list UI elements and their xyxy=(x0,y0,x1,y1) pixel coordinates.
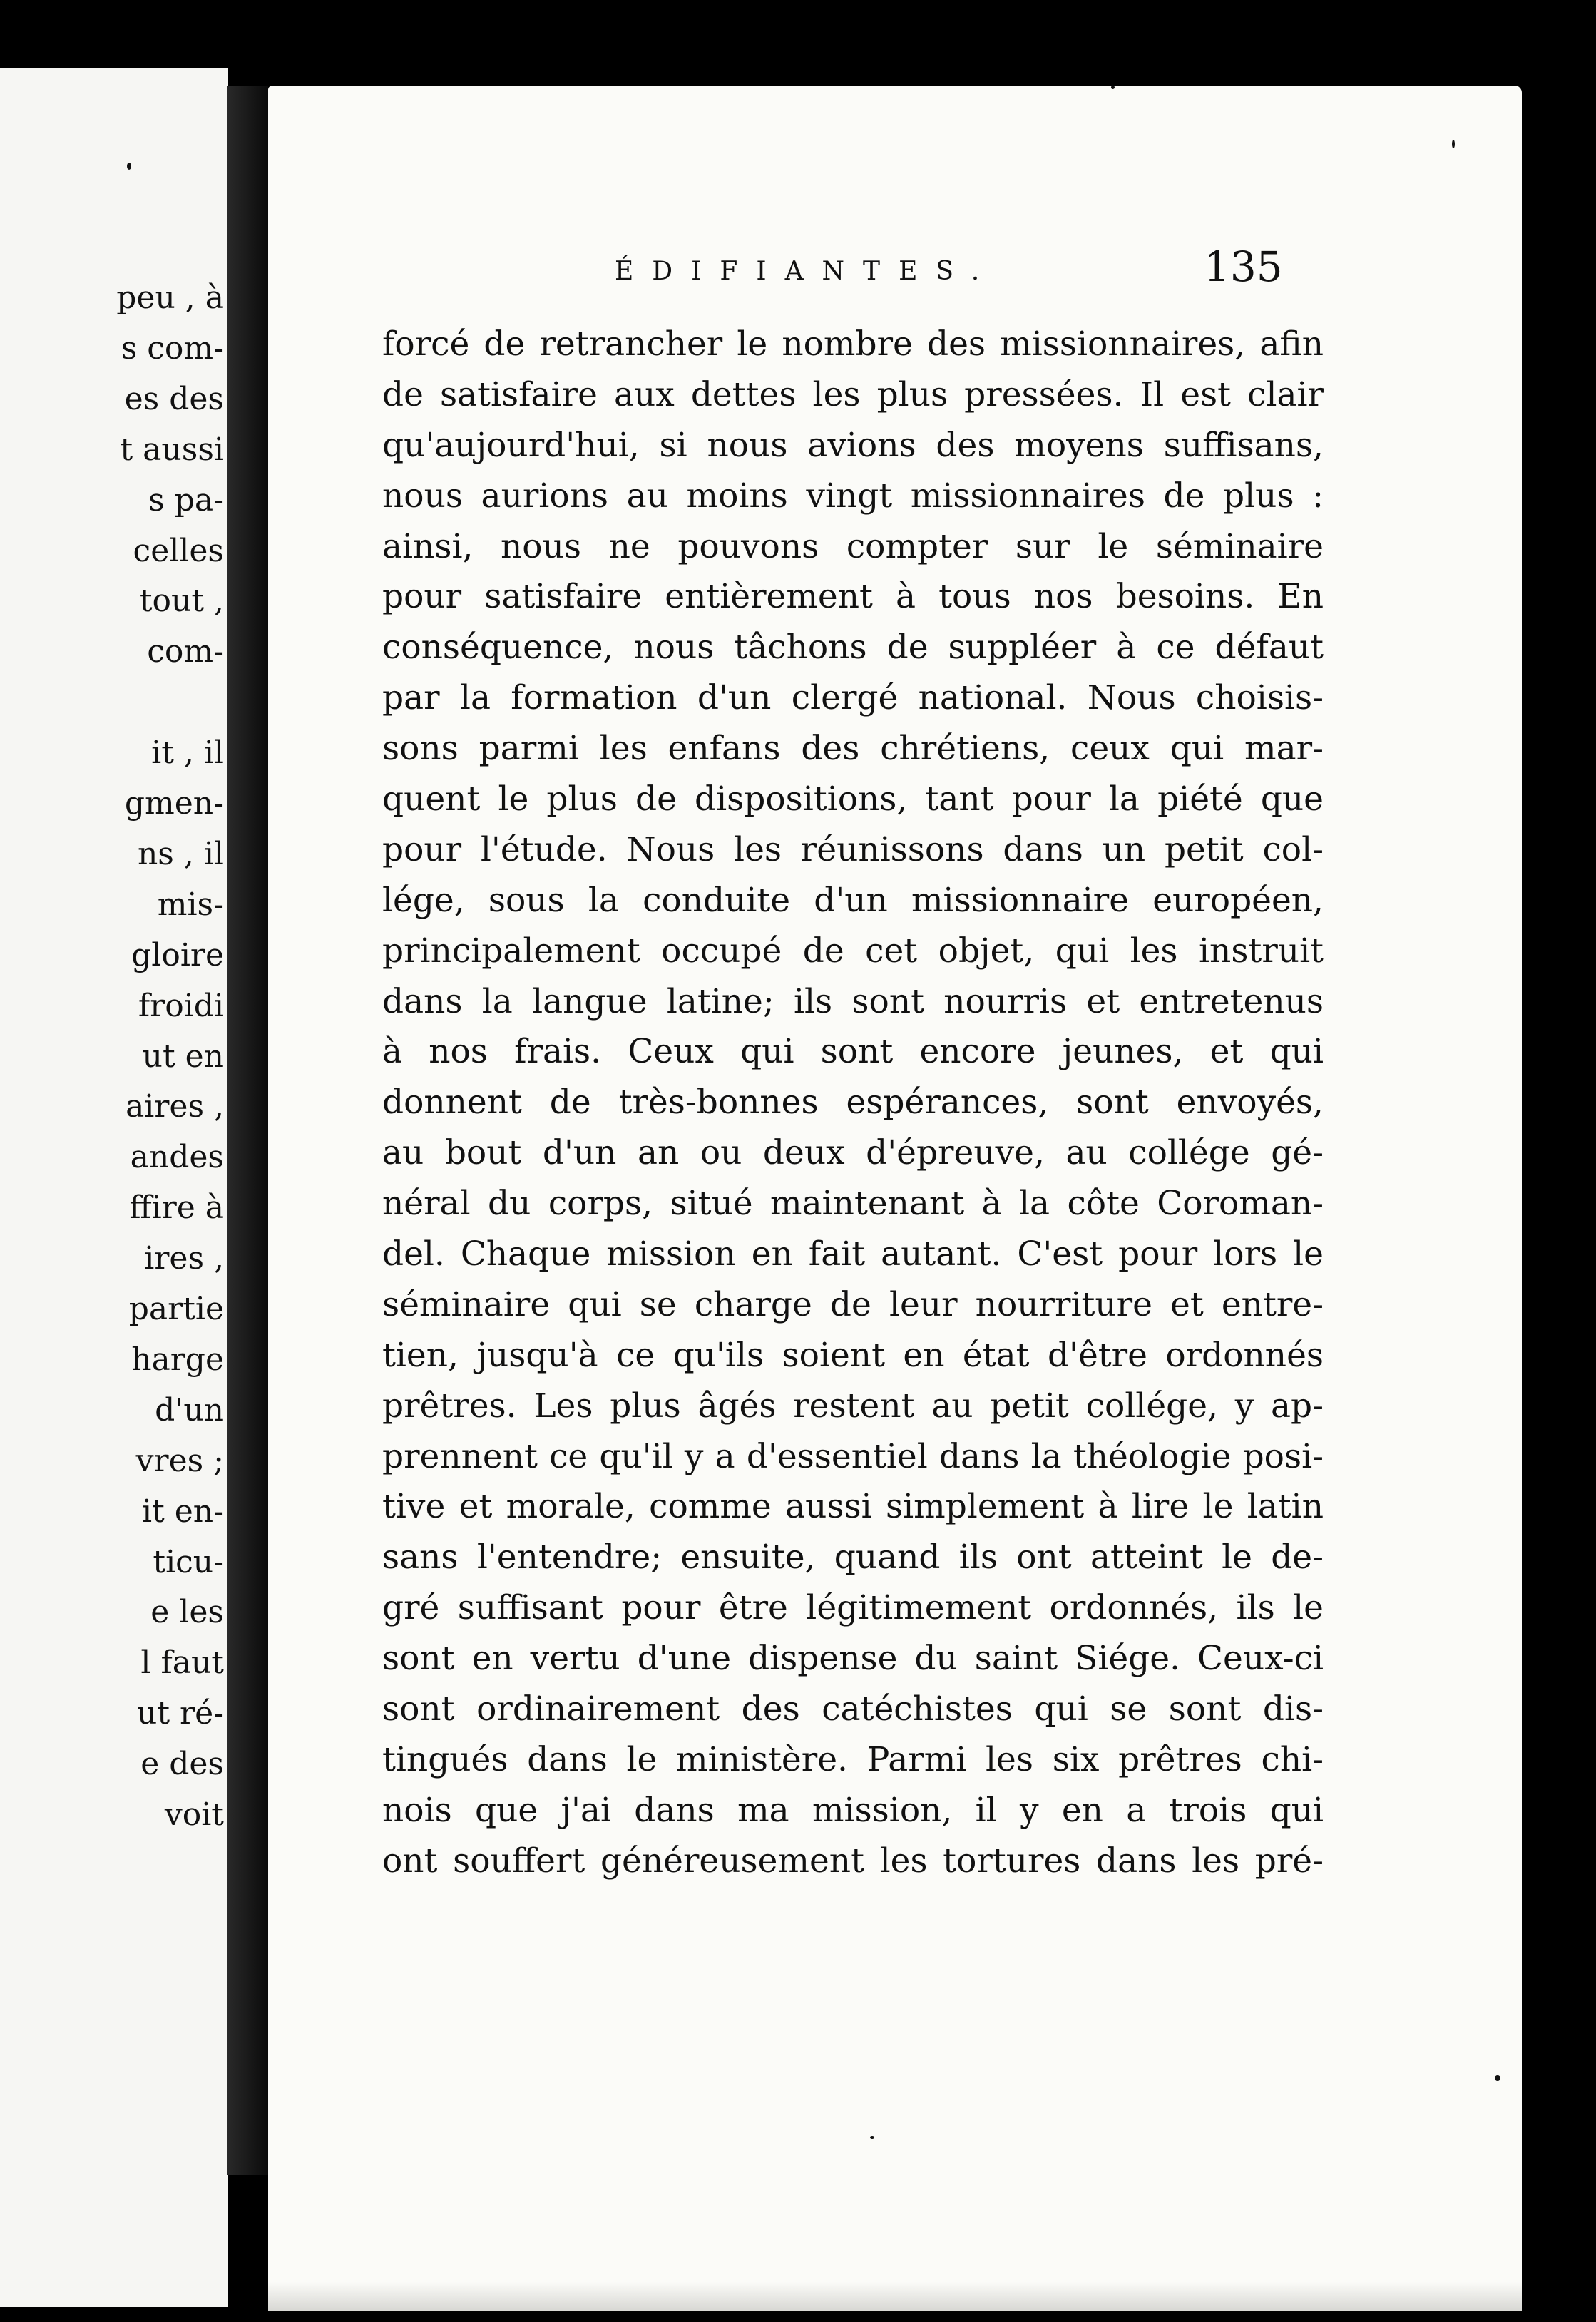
left-page-line: gloire xyxy=(131,936,224,973)
left-page-line: es des xyxy=(124,380,224,417)
body-text-line: de satisfaire aux dettes les plus pressées. Il est clair xyxy=(382,374,1324,414)
body-text-line: quent le plus de dispositions, tant pour la piété que xyxy=(382,779,1324,819)
left-page-fragment xyxy=(0,68,228,2307)
left-page-line: vres ; xyxy=(135,1442,224,1479)
body-text-line: ont souffert généreusement les tortures dans les pré- xyxy=(382,1841,1324,1881)
left-page-line: d'un xyxy=(155,1391,224,1428)
body-text-line: pour satisfaire entièrement à tous nos besoins. En xyxy=(382,577,1324,617)
ink-speck xyxy=(870,2136,874,2139)
body-text-line: nois que j'ai dans ma mission, il y en a trois qui xyxy=(382,1790,1324,1830)
left-page-line: gmen- xyxy=(124,785,224,822)
body-text-line: conséquence, nous tâchons de suppléer à ce défaut xyxy=(382,628,1324,668)
left-page-line: ires , xyxy=(144,1240,224,1277)
page-body-text xyxy=(382,319,1324,1887)
body-text-line: sons parmi les enfans des chrétiens, ceux qui mar- xyxy=(382,729,1324,769)
left-page-line: ffire à xyxy=(129,1190,224,1227)
left-page-line: t aussi xyxy=(120,431,224,468)
left-page-line: ticu- xyxy=(153,1543,224,1580)
left-page-line: mis- xyxy=(157,886,224,923)
left-page-line: it en- xyxy=(142,1493,224,1530)
body-text-line: prennent ce qu'il y a d'essentiel dans la théologie posi- xyxy=(382,1436,1324,1476)
left-page-line: celles xyxy=(133,532,224,569)
body-text-line: lége, sous la conduite d'un missionnaire européen, xyxy=(382,880,1324,920)
body-text-line: gré suffisant pour être légitimement ordonnés, ils le xyxy=(382,1588,1324,1628)
left-page-line: ut en xyxy=(142,1038,224,1075)
left-page-line: andes xyxy=(130,1139,224,1176)
left-page-line: e des xyxy=(140,1746,224,1783)
left-page-line: ut ré- xyxy=(137,1695,224,1732)
ink-speck xyxy=(1452,140,1455,148)
left-page-line: s pa- xyxy=(148,481,224,518)
left-page-line: s com- xyxy=(121,329,224,367)
body-text-line: ainsi, nous ne pouvons compter sur le séminaire xyxy=(382,526,1324,566)
left-page-line: froidi xyxy=(138,987,224,1024)
left-page-line: harge xyxy=(131,1341,224,1378)
body-text-line: néral du corps, situé maintenant à la côte Coroman- xyxy=(382,1184,1324,1224)
left-page-line: tout , xyxy=(139,583,224,620)
body-text-line: tive et morale, comme aussi simplement à lire le latin xyxy=(382,1487,1324,1527)
body-text-line: par la formation d'un clergé national. Nous choisis- xyxy=(382,678,1324,718)
body-text-line: dans la langue latine; ils sont nourris et entretenus xyxy=(382,981,1324,1021)
left-page-line: peu , à xyxy=(116,280,224,316)
left-page-line: voit xyxy=(164,1796,224,1833)
left-page-line: partie xyxy=(128,1291,224,1327)
left-page-line: l faut xyxy=(140,1645,224,1682)
ink-speck xyxy=(1495,2075,1500,2081)
ink-speck xyxy=(127,163,131,170)
page-bottom-edge xyxy=(268,2282,1522,2311)
body-text-line: sans l'entendre; ensuite, quand ils ont atteint le de- xyxy=(382,1538,1324,1577)
page-number: 135 xyxy=(1204,242,1283,291)
body-text-line: tingués dans le ministère. Parmi les six prêtres chi- xyxy=(382,1739,1324,1779)
body-text-line: pour l'étude. Nous les réunissons dans un petit col- xyxy=(382,829,1324,869)
left-page-line: com- xyxy=(147,633,224,670)
left-page-line: ns , il xyxy=(137,835,224,872)
body-text-line: qu'aujourd'hui, si nous avions des moyens suffisans, xyxy=(382,425,1324,465)
body-text-line: del. Chaque mission en fait autant. C'est pour lors le xyxy=(382,1234,1324,1274)
body-text-line: donnent de très-bonnes espérances, sont envoyés, xyxy=(382,1083,1324,1122)
ink-speck xyxy=(1111,86,1115,89)
body-text-line: au bout d'un an ou deux d'épreuve, au collége gé- xyxy=(382,1133,1324,1173)
body-text-line: tien, jusqu'à ce qu'ils soient en état d'être ordonnés xyxy=(382,1335,1324,1375)
body-text-line: sont ordinairement des catéchistes qui se sont dis- xyxy=(382,1689,1324,1729)
body-text-line: prêtres. Les plus âgés restent au petit collége, y ap- xyxy=(382,1386,1324,1426)
body-text-line: nous aurions au moins vingt missionnaires de plus : xyxy=(382,476,1324,516)
body-text-line: séminaire qui se charge de leur nourriture et entre- xyxy=(382,1284,1324,1324)
body-text-line: forcé de retrancher le nombre des missionnaires, afin xyxy=(382,324,1324,364)
left-page-line: it , il xyxy=(151,735,224,772)
body-text-line: principalement occupé de cet objet, qui les instruit xyxy=(382,931,1324,971)
running-head: ÉDIFIANTES. xyxy=(615,257,998,286)
left-page-line: aires , xyxy=(126,1088,224,1125)
gutter-shadow xyxy=(227,86,268,2175)
body-text-line: sont en vertu d'une dispense du saint Siége. Ceux-ci xyxy=(382,1639,1324,1679)
body-text-line: à nos frais. Ceux qui sont encore jeunes, et qui xyxy=(382,1032,1324,1072)
left-page-line: e les xyxy=(150,1594,224,1631)
